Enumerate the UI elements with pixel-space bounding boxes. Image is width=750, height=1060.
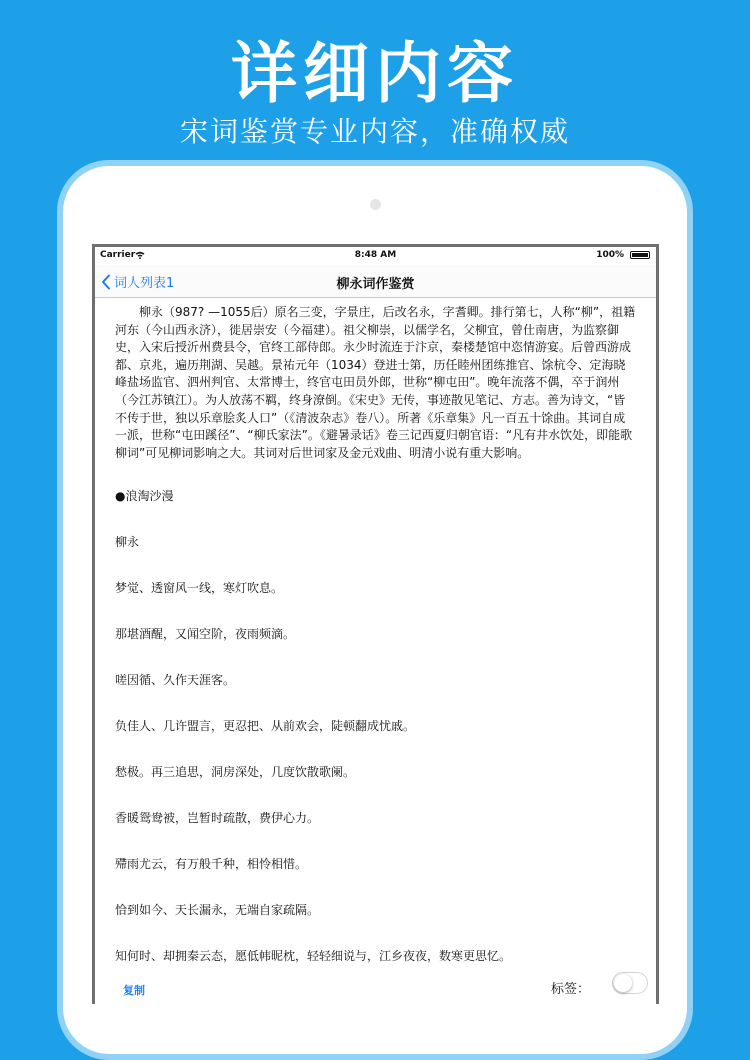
poem-line: 知何时、却拥秦云态，愿低帏昵枕，轻轻细说与，江乡夜夜，数寒更思忆。 — [115, 949, 512, 964]
article-content — [95, 298, 656, 964]
battery-percent: 100% — [596, 250, 624, 260]
bottom-toolbar — [95, 964, 656, 1004]
copy-button[interactable]: 复制 — [123, 984, 145, 997]
poem-line: 恰到如今、天长漏永，无端自家疏隔。 — [115, 903, 320, 918]
promo-title: 详细内容 — [231, 35, 519, 112]
poem-line: 殢雨尤云，有万般千种，相怜相惜。 — [115, 857, 308, 872]
poem-line: 愁极。再三追思，洞房深处，几度饮散歌阑。 — [115, 765, 356, 780]
poem-line: 香暖鸳鸯被，岂暂时疏散，费伊心力。 — [115, 811, 320, 826]
toggle-knob — [614, 974, 632, 992]
poem-title: ●浪淘沙漫 — [115, 489, 174, 504]
chevron-left-icon — [101, 274, 111, 290]
status-bar — [95, 247, 656, 265]
poem-line: 那堪酒醒，又闻空阶，夜雨频滴。 — [115, 627, 296, 642]
back-button[interactable] — [101, 272, 174, 291]
promo-subtitle: 宋词鉴赏专业内容，准确权威 — [179, 115, 570, 148]
author-biography: 柳永（987? —1055后）原名三变，字景庄，后改名永，字耆卿。排行第七，人称“柳”，祖籍河东（今山西永济），徙居崇安（今福建）。祖父柳崇，以儒学名，父柳宜，曾仕南唐，为监察御史，入宋后授沂州费县令，官终工部侍郎。永少时流连于汴京，秦楼楚馆中恣情游宴。后曾西游成都、京兆，遍历荆湖、吴越。景祐元年（1034）登进士第，历任睦州团练推官、馀杭令、定海晓峰盐场监官、泗州判官、太常博士，终官屯田员外郎，世称“柳屯田”。晚年流落不偶，卒于润州（今江苏镇江）。为人放荡不羁，终身潦倒。《宋史》无传，事迹散见笔记、方志。善为诗文，“皆不传于世，独以乐章脍炙人口”（《清波杂志》卷八）。所著《乐章集》凡一百五十馀曲。其词自成一派，世称“屯田蹊径”、“柳氏家法”。《避暑录话》卷三记西夏归朝官语：“凡有井水饮处，即能歌柳词”可见柳词影响之大。其词对后世词家及金元戏曲、明清小说有重大影响。 — [115, 305, 636, 460]
carrier-label: Carrier — [100, 250, 136, 260]
poem-line: 负佳人、几许盟言，更忍把、从前欢会，陡顿翻成忧戚。 — [115, 719, 416, 734]
poem-line: 嗟因循、久作天涯客。 — [115, 673, 236, 688]
navigation-bar — [95, 265, 656, 298]
camera-icon — [370, 199, 381, 210]
page-title: 柳永词作鉴赏 — [336, 277, 415, 292]
tag-toggle[interactable] — [612, 972, 648, 994]
back-button-label: 词人列表1 — [114, 276, 175, 291]
poem-author: 柳永 — [115, 535, 140, 550]
app-screen — [92, 244, 659, 1004]
poem-line: 梦觉、透窗风一线，寒灯吹息。 — [115, 581, 284, 596]
tag-label: 标签： — [550, 982, 590, 997]
battery-icon — [630, 251, 650, 259]
status-time: 8:48 AM — [354, 250, 397, 260]
